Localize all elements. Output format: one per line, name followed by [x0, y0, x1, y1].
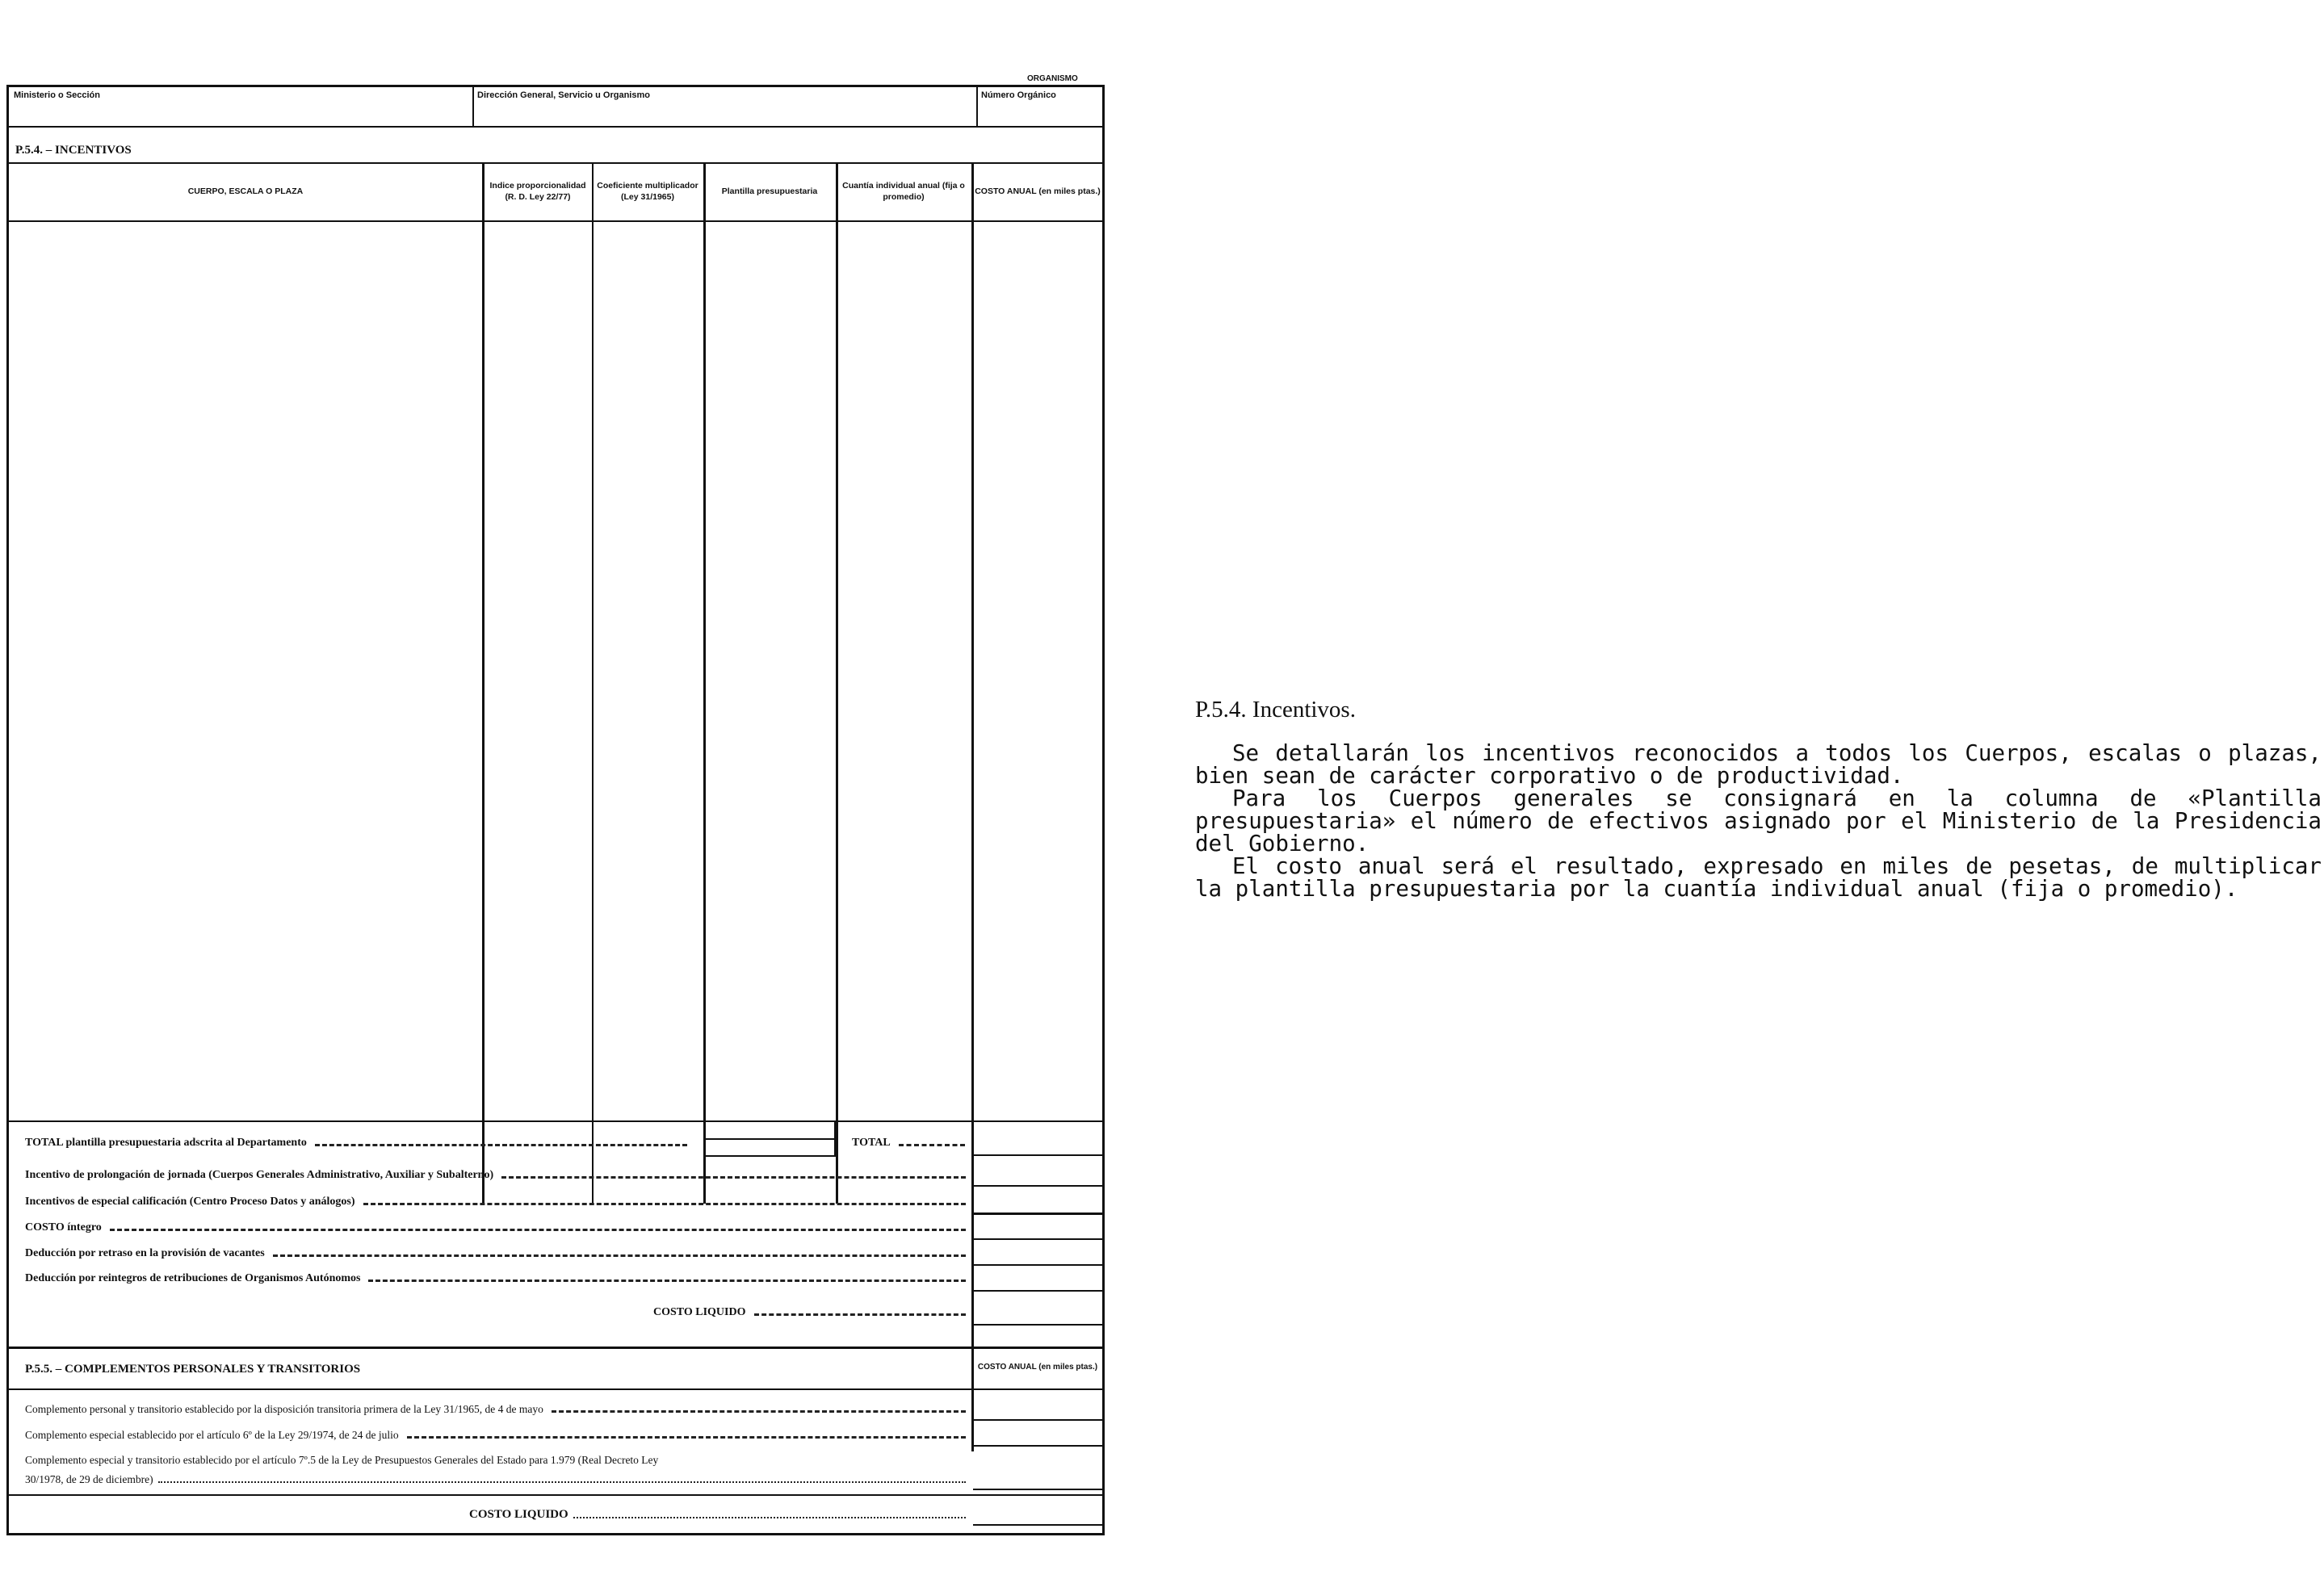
- retraso-costo-cell[interactable]: [973, 1246, 1102, 1266]
- prolongacion-label: Incentivo de prolongación de jornada (Cuerpos Generales Administrativo, Auxiliar y Subalterno): [25, 1169, 494, 1181]
- col-costo-header: COSTO ANUAL (en miles ptas.): [975, 186, 1101, 196]
- annotation-paragraph-1: Se detallarán los incentivos reconocidos a todos los Cuerpos, escalas o plazas, bien sean de carácter corporativo o de productividad.: [1195, 740, 2322, 789]
- p55-costo-header: COSTO ANUAL (en miles ptas.): [977, 1363, 1098, 1372]
- annotation-block: [1195, 698, 2322, 900]
- p55-costo-liquido-cell[interactable]: [973, 1506, 1102, 1526]
- complemento-transitorio-line1: Complemento especial y transitorio establecido por el artículo 7º.5 de la Ley de Presupuestos Generales del Estado para 1.979 (Real Decreto Ley: [25, 1454, 659, 1466]
- retraso-label: Deducción por retraso en la provisión de vacantes: [25, 1247, 265, 1259]
- total-row: [852, 1137, 965, 1150]
- total-costo-cell[interactable]: [973, 1138, 1102, 1156]
- complemento-transitorio-line2: 30/1978, de 29 de diciembre): [25, 1473, 153, 1485]
- costo-integro-row: [25, 1221, 966, 1234]
- retraso-row: [25, 1247, 966, 1260]
- col-cuerpo-header: CUERPO, ESCALA O PLAZA: [187, 186, 304, 196]
- col-plantilla-header: Plantilla presupuestaria: [721, 186, 818, 196]
- form-p54: [6, 85, 1105, 1535]
- section-title-p55: P.5.5. – COMPLEMENTOS PERSONALES Y TRANSITORIOS: [25, 1363, 361, 1376]
- total-label: TOTAL: [852, 1137, 891, 1149]
- direccion-label: Dirección General, Servicio u Organismo: [477, 90, 650, 100]
- plantilla-total-box[interactable]: [703, 1120, 836, 1157]
- total-plantilla-label: TOTAL plantilla presupuestaria adscrita al Departamento: [25, 1137, 307, 1149]
- col-indice-header: Indice proporcionalidad (R. D. Ley 22/77): [489, 181, 586, 202]
- complemento-transitorio-cell[interactable]: [973, 1471, 1102, 1490]
- costo-liquido-label: COSTO LIQUIDO: [653, 1306, 746, 1318]
- p55-costo-liquido-label: COSTO LIQUIDO: [469, 1508, 568, 1521]
- incentivos-table-body[interactable]: [9, 222, 970, 1199]
- reintegros-costo-cell[interactable]: [973, 1271, 1102, 1292]
- reintegros-label: Deducción por reintegros de retribuciones de Organismos Autónomos: [25, 1272, 361, 1284]
- annotation-title: P.5.4. Incentivos.: [1195, 697, 1356, 722]
- especial-calificacion-costo-cell[interactable]: [973, 1193, 1102, 1215]
- complemento-especial-label: Complemento especial establecido por el artículo 6º de la Ley 29/1974, de 24 de julio: [25, 1429, 399, 1441]
- prolongacion-row: [25, 1169, 966, 1182]
- section-title-p54: P.5.4. – INCENTIVOS: [15, 144, 132, 157]
- especial-calificacion-label: Incentivos de especial calificación (Centro Proceso Datos y análogos): [25, 1196, 355, 1208]
- total-plantilla-row: [25, 1137, 687, 1150]
- complemento-transitorio-row: [25, 1473, 966, 1486]
- complemento-especial-cell[interactable]: [973, 1429, 1102, 1447]
- complemento-personal-row: [25, 1403, 966, 1416]
- complemento-personal-label: Complemento personal y transitorio establecido por la disposición transitoria primera de la Ley 31/1965, de 4 de mayo: [25, 1403, 543, 1415]
- complemento-especial-row: [25, 1429, 966, 1442]
- organismo-label: ORGANISMO: [1027, 74, 1078, 83]
- col-coeficiente-header: Coeficiente multiplicador (Ley 31/1965): [597, 181, 698, 202]
- col-cuantia-header: Cuantía individual anual (fija o promedio): [842, 181, 965, 202]
- ministerio-label: Ministerio o Sección: [14, 90, 100, 100]
- p55-costo-liquido-row: [469, 1508, 966, 1522]
- annotation-paragraph-3: El costo anual será el resultado, expresado en miles de pesetas, de multiplicar la plantilla presupuestaria por la cuantía individual anual (fija o promedio).: [1195, 853, 2322, 902]
- costo-liquido-row: [653, 1306, 966, 1319]
- costo-liquido-cell[interactable]: [973, 1306, 1102, 1326]
- complemento-personal-cell[interactable]: [973, 1403, 1102, 1421]
- annotation-paragraph-2: Para los Cuerpos generales se consignará en la columna de «Plantilla presupuestaria» el número de efectivos asignado por el Ministerio de la Presidencia del Gobierno.: [1195, 785, 2322, 857]
- costo-integro-cell[interactable]: [973, 1221, 1102, 1240]
- prolongacion-costo-cell[interactable]: [973, 1169, 1102, 1187]
- numero-organico-label: Número Orgánico: [981, 90, 1056, 100]
- reintegros-row: [25, 1272, 966, 1285]
- costo-integro-label: COSTO íntegro: [25, 1221, 102, 1233]
- especial-calificacion-row: [25, 1196, 966, 1208]
